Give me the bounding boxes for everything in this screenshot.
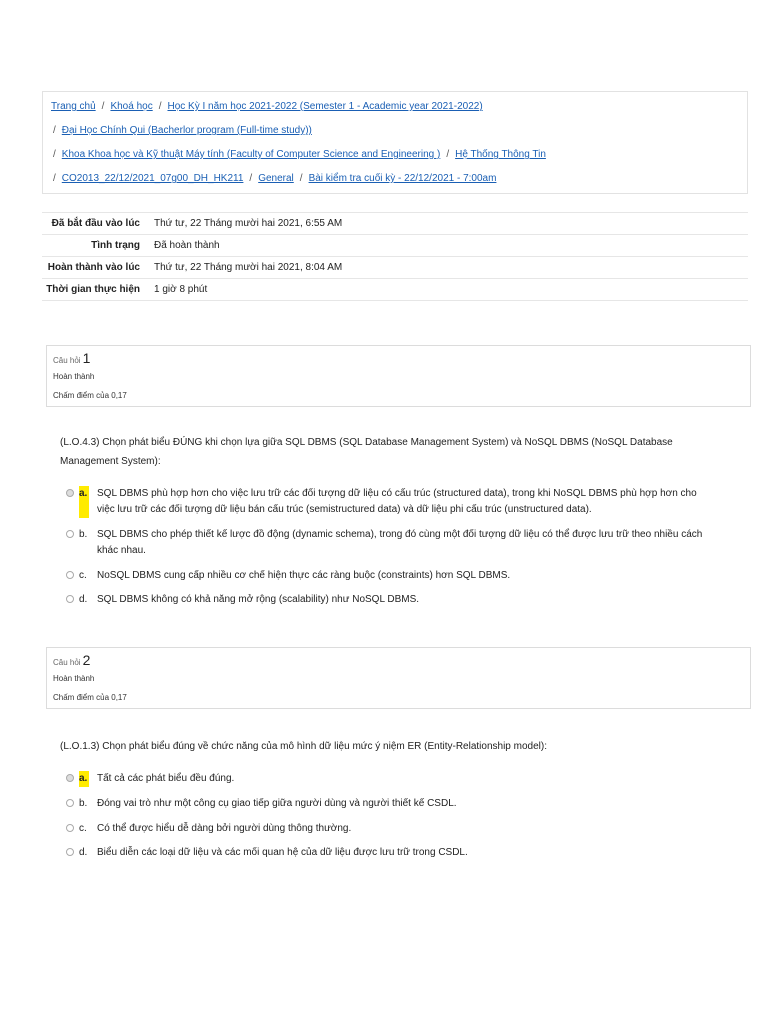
- question-info-box: [46, 647, 751, 709]
- option-letter: b.: [79, 529, 88, 540]
- answer-option[interactable]: [66, 821, 706, 837]
- option-letter: a.: [79, 486, 89, 518]
- summary-key: Đã bắt đầu vào lúc: [51, 218, 140, 229]
- summary-key: Hoàn thành vào lúc: [47, 262, 140, 273]
- answer-option[interactable]: [66, 486, 706, 518]
- answer-option[interactable]: [66, 771, 706, 787]
- summary-value: Đã hoàn thành: [154, 240, 220, 251]
- breadcrumb-course-link[interactable]: CO2013_22/12/2021_07g00_DH_HK211: [61, 173, 244, 184]
- option-text: Có thể được hiểu dễ dàng bởi người dùng thông thường.: [97, 823, 352, 834]
- summary-row-started: [42, 212, 748, 234]
- question-status: Hoàn thành: [53, 372, 95, 381]
- question-number: Câu hỏi 1: [53, 350, 91, 366]
- summary-row-completed: [42, 256, 748, 278]
- answer-option[interactable]: [66, 568, 706, 584]
- option-letter: c.: [79, 823, 87, 834]
- answer-option[interactable]: [66, 796, 706, 812]
- breadcrumb-program-link[interactable]: Đại Học Chính Qui (Bacherlor program (Full-time study)): [61, 125, 312, 136]
- breadcrumb-faculty-link[interactable]: Khoa Khoa học và Kỹ thuật Máy tính (Faculty of Computer Science and Engineering ): [61, 149, 441, 160]
- radio-button[interactable]: [66, 799, 74, 807]
- summary-key: Thời gian thực hiện: [46, 284, 140, 295]
- option-text: NoSQL DBMS cung cấp nhiều cơ chế hiện thực các ràng buộc (constraints) hơn SQL DBMS.: [97, 570, 511, 581]
- breadcrumb-line-3: / Khoa Khoa học và Kỹ thuật Máy tính (Faculty of Computer Science and Engineering ) / Hệ Thống Thông Tin: [53, 149, 546, 160]
- answer-option[interactable]: [66, 845, 706, 861]
- option-text: Biểu diễn các loại dữ liệu và các mối quan hệ của dữ liệu được lưu trữ trong CSDL.: [97, 847, 468, 858]
- option-text: Tất cả các phát biểu đều đúng.: [97, 773, 235, 784]
- breadcrumb-line-1: Trang chủ / Khoá học / Học Kỳ I năm học 2021-2022 (Semester 1 - Academic year 2021-2022): [51, 101, 483, 112]
- question-text: (L.O.1.3) Chọn phát biểu đúng về chức năng của mô hình dữ liệu mức ý niệm ER (Entity-Relationship model):: [60, 741, 547, 752]
- option-text: SQL DBMS cho phép thiết kế lược đồ động (dynamic schema), trong đó cùng một đối tượng dữ liệu có thể được lưu trữ theo nhiều cách khác nhau.: [97, 529, 703, 556]
- question-status: Hoàn thành: [53, 674, 95, 683]
- question-text: (L.O.4.3) Chọn phát biểu ĐÚNG khi chọn lựa giữa SQL DBMS (SQL Database Management System) và NoSQL DBMS (NoSQL Database Management System):: [60, 437, 673, 467]
- breadcrumb-department-link[interactable]: Hệ Thống Thông Tin: [455, 149, 546, 160]
- radio-button[interactable]: [66, 848, 74, 856]
- question-mark: Chấm điểm của 0,17: [53, 693, 127, 702]
- answer-option[interactable]: [66, 592, 706, 608]
- breadcrumb-quiz-link[interactable]: Bài kiểm tra cuối kỳ - 22/12/2021 - 7:00am: [308, 173, 497, 184]
- attempt-summary-table: [42, 212, 748, 301]
- option-text: Đóng vai trò như một công cụ giao tiếp giữa người dùng và người thiết kế CSDL.: [97, 798, 457, 809]
- summary-row-state: [42, 234, 748, 256]
- breadcrumb-line-4: / CO2013_22/12/2021_07g00_DH_HK211 / General / Bài kiểm tra cuối kỳ - 22/12/2021 - 7:00am: [53, 173, 497, 184]
- breadcrumb-home-link[interactable]: Trang chủ: [51, 101, 96, 112]
- radio-button[interactable]: [66, 774, 74, 782]
- breadcrumb: [42, 91, 748, 194]
- option-letter: b.: [79, 798, 88, 809]
- option-text: SQL DBMS phù hợp hơn cho việc lưu trữ các đối tượng dữ liệu có cấu trúc (structured data), trong khi NoSQL DBMS phù hợp hơn cho việc lưu trữ các đối tượng dữ liệu bán cấu trúc (semistructured data) và dữ liệu phi cấu trúc (unstructured data).: [97, 488, 697, 515]
- breadcrumb-general-link[interactable]: General: [258, 173, 294, 184]
- breadcrumb-line-2: / Đại Học Chính Qui (Bacherlor program (Full-time study)): [53, 125, 312, 136]
- breadcrumb-semester-link[interactable]: Học Kỳ I năm học 2021-2022 (Semester 1 - Academic year 2021-2022): [167, 101, 483, 112]
- radio-button[interactable]: [66, 530, 74, 538]
- breadcrumb-courses-link[interactable]: Khoá học: [110, 101, 153, 112]
- answer-option[interactable]: [66, 527, 706, 559]
- option-letter: d.: [79, 594, 88, 605]
- question-info-box: [46, 345, 751, 407]
- summary-key: Tình trạng: [91, 240, 140, 251]
- question-mark: Chấm điểm của 0,17: [53, 391, 127, 400]
- summary-row-time-taken: [42, 278, 748, 301]
- option-text: SQL DBMS không có khả năng mở rộng (scalability) như NoSQL DBMS.: [97, 594, 420, 605]
- summary-value: Thứ tư, 22 Tháng mười hai 2021, 8:04 AM: [154, 262, 343, 273]
- radio-button[interactable]: [66, 571, 74, 579]
- radio-button[interactable]: [66, 595, 74, 603]
- radio-button[interactable]: [66, 824, 74, 832]
- option-letter: d.: [79, 847, 88, 858]
- summary-value: 1 giờ 8 phút: [154, 284, 208, 295]
- option-letter: a.: [79, 771, 89, 787]
- radio-button[interactable]: [66, 489, 74, 497]
- question-number: Câu hỏi 2: [53, 652, 91, 668]
- summary-value: Thứ tư, 22 Tháng mười hai 2021, 6:55 AM: [154, 218, 343, 229]
- option-letter: c.: [79, 570, 87, 581]
